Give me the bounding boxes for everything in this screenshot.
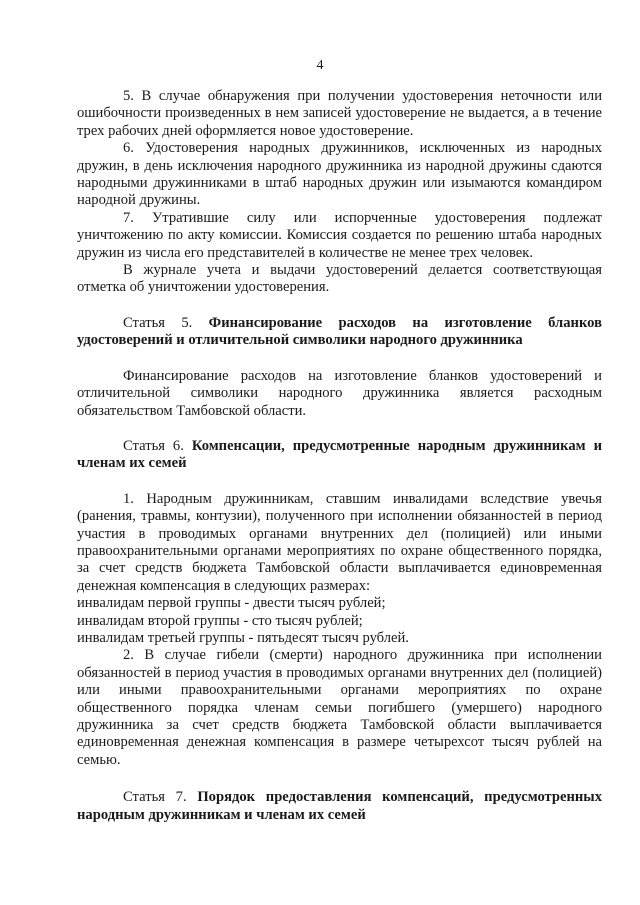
list-item-group-1: инвалидам первой группы - двести тысяч рублей; <box>77 595 386 612</box>
article-6-label: Статья 6. <box>123 437 184 454</box>
article-7-title: Порядок предоставления компенсаций, предусмотренных народным дружинникам и членам их семей <box>77 789 602 823</box>
article-6-title: Компенсации, предусмотренные народным дружинникам и членам их семей <box>77 437 602 472</box>
article-7-label: Статья 7. <box>123 789 187 806</box>
list-item-group-2: инвалидам второй группы - сто тысяч рублей; <box>77 612 363 629</box>
paragraph-7: 7. Утратившие силу или испорченные удостоверения подлежат уничтожению по акту комиссии. Комиссия создается по решению штаба народных дружин из числа его представителей в количестве не менее трех человек. <box>77 209 602 261</box>
article-5-heading <box>77 315 602 350</box>
paragraph-5: 5. В случае обнаружения при получении удостоверения неточности или ошибочности произведенных в нем записей удостоверение не выдается, а в течение трех рабочих дней оформляется новое удостоверение. <box>77 88 602 139</box>
page-number: 4 <box>316 58 324 73</box>
article-5-label: Статья 5. <box>123 314 193 331</box>
list-item-group-3: инвалидам третьей группы - пятьдесят тысяч рублей. <box>77 629 409 646</box>
article-6-paragraph-2: 2. В случае гибели (смерти) народного дружинника при исполнении обязанностей в период участия в проводимых органами внутренних дел (полицией) или иными правоохранительными органами мероприятиях по охране общественного порядка членам семьи погибшего (умершего) народного дружинника за счет средств бюджета Тамбовской области выплачивается единовременная денежная компенсация в размере четырехсот тысяч рублей на семью. <box>77 647 602 768</box>
paragraph-6: 6. Удостоверения народных дружинников, исключенных из народных дружин, в день исключения народного дружинника из народной дружины сдаются народными дружинниками в штаб народных дружин или изымаются командиром народной дружины. <box>77 140 602 209</box>
article-5-title: Финансирование расходов на изготовление бланков удостоверений и отличительной символики народного дружинника <box>77 314 602 349</box>
article-6-heading <box>77 438 602 473</box>
paragraph-journal-note: В журнале учета и выдачи удостоверений делается соответствующая отметка об уничтожении удостоверения. <box>77 262 602 296</box>
document-body <box>77 88 602 824</box>
article-7-heading <box>77 789 602 824</box>
article-6-paragraph-1: 1. Народным дружинникам, ставшим инвалидами вследствие увечья (ранения, травмы, контузии), полученного при исполнении обязанностей в период участия в проводимых органами внутренних дел (полицией) или иными правоохранительными органами мероприятиях по охране общественного порядка, за счет средств бюджета Тамбовской области выплачивается единовременная денежная компенсация в следующих размерах: <box>77 490 602 594</box>
article-5-text: Финансирование расходов на изготовление бланков удостоверений и отличительной символики народного дружинника является расходным обязательством Тамбовской области. <box>77 367 602 419</box>
